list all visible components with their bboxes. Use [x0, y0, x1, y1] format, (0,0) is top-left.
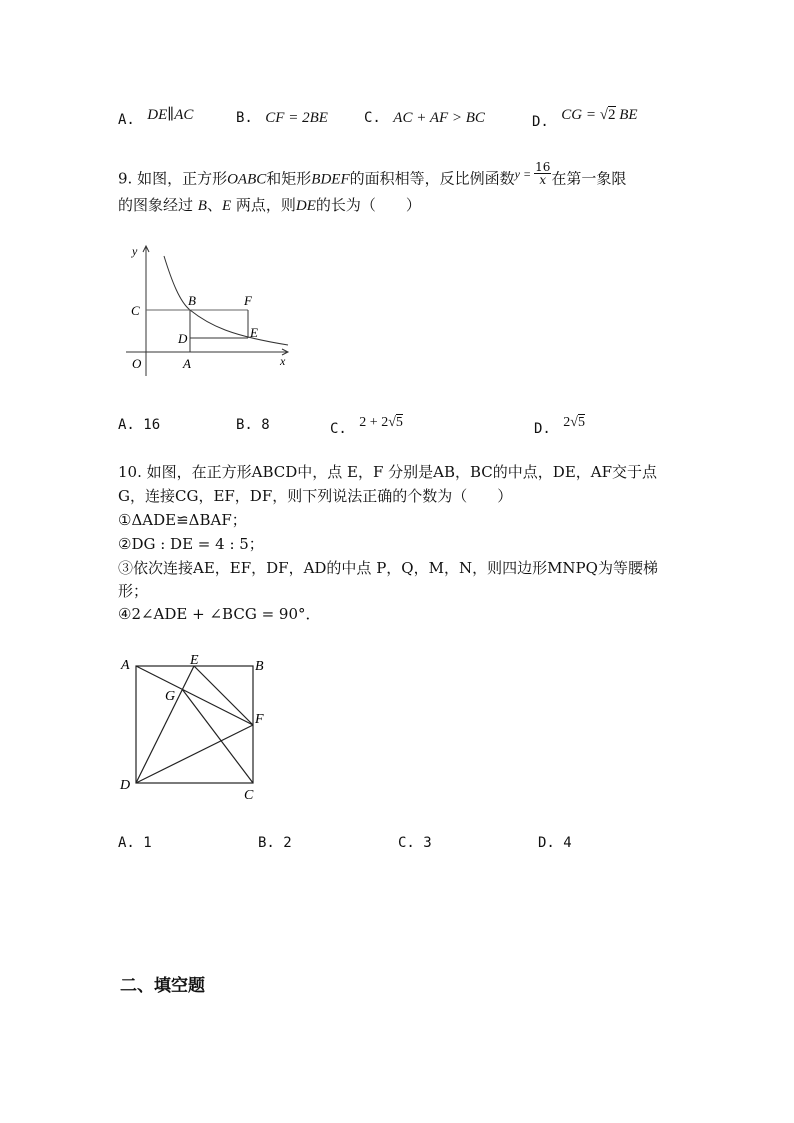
option-text: AC + AF > BC	[393, 110, 485, 126]
label-y: y	[132, 244, 138, 258]
q9-option-d: D. 2√5	[534, 415, 585, 437]
label-b: B	[188, 293, 196, 308]
label-d: D	[120, 778, 131, 793]
q10-square-figure	[116, 648, 276, 806]
q10-statement-3-cont: 形；	[118, 582, 149, 600]
option-letter: B.	[236, 110, 253, 126]
q9-option-b: B. 8	[236, 417, 270, 433]
q10-statement-3: ③依次连接AE，EF，DF，AD的中点 P，Q，M，N，则四边形MNPQ为等腰梯	[118, 559, 658, 577]
q9-graph-figure	[118, 238, 298, 378]
label-a: A	[183, 356, 191, 371]
q10-option-b: B. 2	[258, 835, 292, 851]
q10-line2: G，连接CG，EF，DF，则下列说法正确的个数为（ ）	[118, 487, 513, 505]
label-g: G	[165, 689, 176, 704]
option-letter: D.	[532, 114, 549, 130]
q9-line1: 9. 如图，正方形OABC和矩形BDEF的面积相等，反比例函数$^{y =}$ $\frac{16}{x}$ 在第一象限	[118, 160, 627, 188]
q10-statement-4: ④2∠ADE + ∠BCG = 90°．	[118, 605, 321, 623]
function-expression: $^{y =}$ $\frac{16}{x}$	[514, 160, 551, 187]
option-letter: A.	[118, 112, 135, 128]
label-o: O	[132, 356, 142, 371]
label-c: C	[244, 788, 254, 803]
label-a: A	[121, 658, 130, 673]
q10-option-c: C. 3	[398, 835, 432, 851]
segment-de	[136, 666, 194, 783]
segment-af	[136, 666, 253, 725]
segment-cg	[182, 689, 253, 783]
q10-option-a: A. 1	[118, 835, 152, 851]
q10-statement-2: ②DG : DE = 4 : 5；	[118, 535, 264, 553]
label-f: F	[255, 712, 264, 727]
label-x: x	[280, 354, 286, 368]
label-d: D	[178, 331, 188, 346]
q10-statement-1: ①ΔADE≌ΔBAF；	[118, 511, 247, 529]
option-text: CF = 2BE	[265, 110, 328, 126]
label-f: F	[244, 293, 252, 308]
option-letter: C.	[364, 110, 381, 126]
label-b: B	[255, 659, 264, 674]
q9-option-c: C. 2 + 2√5	[330, 415, 403, 437]
section-title: 二、填空题	[120, 976, 205, 996]
q10-option-d: D. 4	[538, 835, 572, 851]
q8-option-c	[364, 110, 485, 127]
option-text: CG = √2 BE	[561, 107, 638, 123]
q8-option-d	[532, 107, 638, 131]
segment-df	[136, 725, 253, 783]
q8-option-b	[236, 110, 328, 127]
q10-line1: 10. 如图，在正方形ABCD中，点 E，F 分别是AB，BC的中点，DE，AF交于点	[118, 463, 658, 481]
label-e: E	[190, 653, 199, 668]
option-text: DE∥AC	[147, 107, 194, 123]
label-e: E	[250, 325, 258, 340]
q9-option-a: A. 16	[118, 417, 161, 433]
q9-line2: 的图象经过 B、E 两点，则DE的长为（ ）	[118, 196, 421, 214]
q8-option-a	[118, 107, 194, 129]
square-abcd	[136, 666, 253, 783]
label-c: C	[131, 303, 140, 318]
